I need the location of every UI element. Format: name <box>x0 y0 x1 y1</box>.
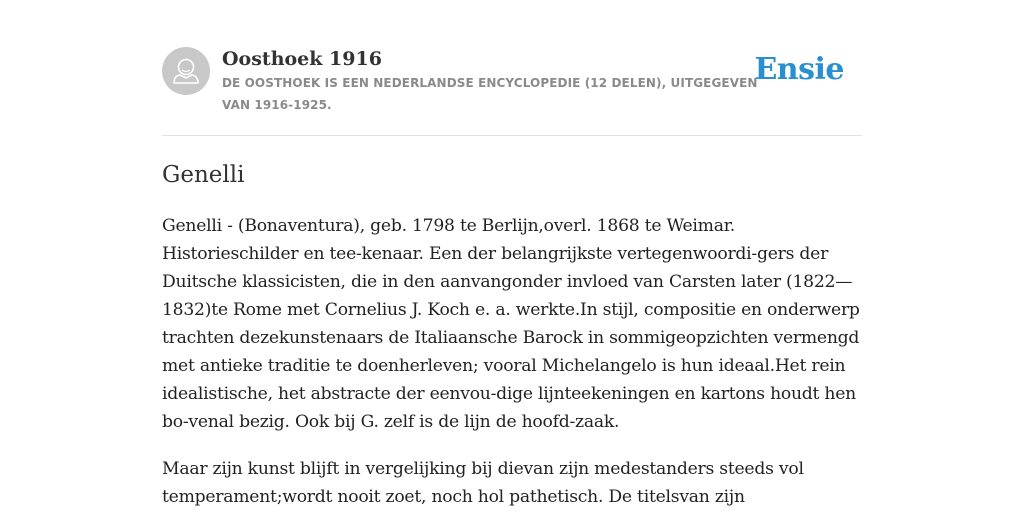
article-title: Genelli <box>162 162 245 188</box>
header-divider <box>162 135 862 136</box>
user-icon <box>162 47 210 95</box>
source-description: DE OOSTHOEK IS EEN NEDERLANDSE ENCYCLOPEDIE (12 DELEN), UITGEGEVEN VAN 1916-1925. <box>222 76 758 112</box>
avatar[interactable] <box>162 47 210 95</box>
source-header <box>162 44 862 134</box>
article-paragraph: Genelli - (Bonaventura), geb. 1798 te Berlijn,overl. 1868 te Weimar. Historieschilder en tee-kenaar. Een der belangrijkste vertegenwoordi-gers der Duitsche klassicisten, die in den aanvangonder invloed van Carsten later (1822—1832)te Rome met Cornelius J. Koch e. a. werkte.In stijl, compositie en onderwerp trachten dezekunstenaars de Italiaansche Barock in sommigeopzichten vermengd met antieke traditie te doenherleven; vooral Michelangelo is hun ideaal.Het rein idealistische, het abstracte der eenvou-dige lijnteekeningen en kartons houdt hen bo-venal bezig. Ook bij G. zelf is de lijn de hoofd-zaak. <box>162 216 860 432</box>
source-title[interactable]: Oosthoek 1916 <box>222 48 382 70</box>
brand-logo-link[interactable]: Ensie <box>754 52 844 87</box>
article-paragraph: Maar zijn kunst blijft in vergelijking bij dievan zijn medestanders steeds vol temperament;wordt nooit zoet, noch hol pathetisch. De titelsvan zijn <box>162 459 804 507</box>
article-body <box>162 212 862 512</box>
